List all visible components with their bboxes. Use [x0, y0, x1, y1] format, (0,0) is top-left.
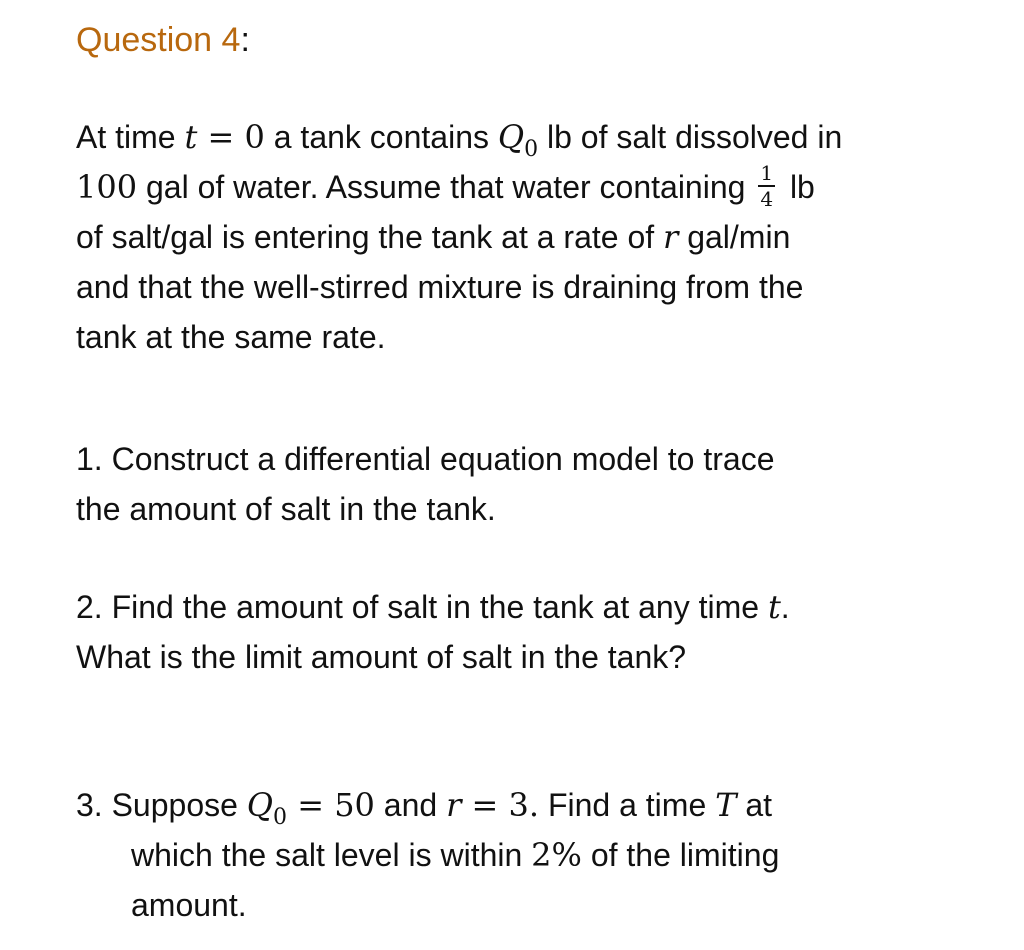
text-segment: Find a time [539, 787, 716, 823]
part-1-line-1: 1. Construct a differential equation model to trace [76, 441, 775, 477]
statement-line-3 [76, 212, 842, 262]
text-segment: lb [781, 169, 815, 205]
text-segment: a tank contains [264, 119, 498, 155]
variable-T: T [715, 786, 737, 824]
statement-line-4: and that the well-stirred mixture is draining from the [76, 269, 804, 305]
part-2-line-1 [76, 582, 790, 632]
part-2-line-2: What is the limit amount of salt in the tank? [76, 639, 687, 675]
text-segment: gal of water. Assume that water containing [137, 169, 755, 205]
equals-50: = 50 [287, 786, 375, 824]
number-100: 100 [76, 168, 138, 206]
problem-statement [76, 112, 842, 362]
text-segment: gal/min [678, 219, 791, 255]
text-segment: 2. Find the amount of salt in the tank at any time [76, 589, 768, 625]
variable-t: t [184, 118, 198, 156]
equals-3: = 3. [461, 786, 540, 824]
text-segment: . [780, 589, 790, 625]
text-segment: of salt/gal is entering the tank at a rate of [76, 219, 664, 255]
question-heading [76, 18, 250, 62]
text-segment: at [736, 787, 773, 823]
part-1-line-2: the amount of salt in the tank. [76, 491, 496, 527]
question-part-3 [76, 780, 779, 930]
text-segment: At time [76, 119, 185, 155]
subscript-zero: 0 [524, 137, 539, 162]
question-part-1 [76, 434, 774, 534]
text-segment: 3. Suppose [76, 787, 247, 823]
heading-colon: : [240, 21, 250, 59]
variable-Q: Q [497, 118, 525, 156]
part-3-line-3: amount. [131, 887, 247, 923]
text-segment: and [374, 787, 447, 823]
part-3-line-2 [76, 830, 779, 880]
text-segment: which the salt level is within [131, 837, 532, 873]
statement-line-1 [76, 112, 842, 162]
subscript-zero: 0 [273, 805, 288, 830]
question-number-label: Question 4 [76, 21, 241, 59]
part-3-line-1 [76, 780, 779, 830]
question-part-2 [76, 582, 790, 682]
percent-2: 2% [531, 836, 582, 874]
statement-line-5: tank at the same rate. [76, 319, 386, 355]
fraction-numerator: 1 [760, 160, 774, 185]
text-segment: of the limiting [581, 837, 780, 873]
fraction-one-quarter [758, 160, 775, 211]
statement-line-2 [76, 162, 842, 212]
fraction-denominator: 4 [760, 186, 774, 211]
text-segment: lb of salt dissolved in [538, 119, 843, 155]
variable-Q: Q [246, 786, 274, 824]
variable-t: t [767, 588, 781, 626]
variable-r: r [663, 218, 679, 256]
variable-r: r [446, 786, 462, 824]
equals-zero: = 0 [197, 118, 265, 156]
